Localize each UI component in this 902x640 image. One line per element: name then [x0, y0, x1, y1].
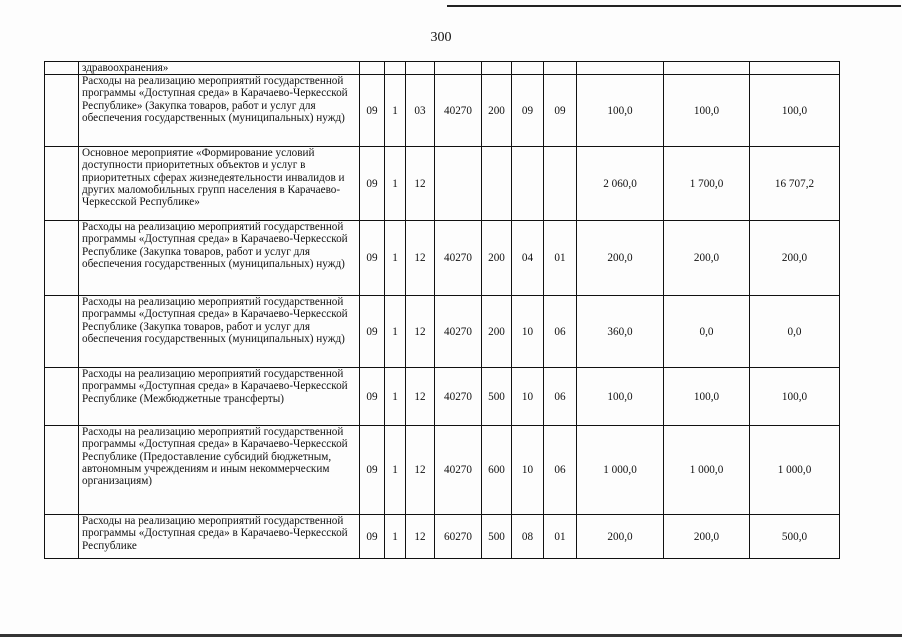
amount-cell-v1: 100,0 [577, 75, 664, 147]
amount-cell-v3: 200,0 [750, 221, 840, 296]
table-row [45, 515, 840, 559]
index-cell [45, 368, 79, 426]
code-cell-c3: 12 [406, 515, 435, 559]
amount-cell-v3: 1 000,0 [750, 426, 840, 515]
amount-cell-v2: 1 700,0 [664, 147, 750, 221]
index-cell [45, 75, 79, 147]
description-cell: Расходы на реализацию мероприятий государственной программы «Доступная среда» в Карачаево-Черкесской Республике [79, 515, 360, 559]
code-cell-c2: 1 [385, 75, 406, 147]
code-cell-c5: 200 [482, 75, 512, 147]
amount-cell-v3: 16 707,2 [750, 147, 840, 221]
code-cell-c5: 200 [482, 221, 512, 296]
code-cell-c4 [435, 147, 482, 221]
table-body [45, 62, 840, 559]
code-cell-c2: 1 [385, 515, 406, 559]
index-cell [45, 147, 79, 221]
amount-cell-v2: 100,0 [664, 75, 750, 147]
code-cell-c6 [512, 147, 544, 221]
table-row [45, 147, 840, 221]
amount-cell-v1 [577, 62, 664, 75]
description-cell: Расходы на реализацию мероприятий государственной программы «Доступная среда» в Карачаево-Черкесской Республике (Закупка товаров, работ и услуг для обеспечения государственных (муниципальных) нужд) [79, 296, 360, 368]
code-cell-c5: 500 [482, 368, 512, 426]
code-cell-c6 [512, 62, 544, 75]
code-cell-c3: 12 [406, 296, 435, 368]
budget-table [44, 61, 840, 559]
description-cell: Расходы на реализацию мероприятий государственной программы «Доступная среда» в Карачаево-Черкесской Республике» (Закупка товаров, работ и услуг для обеспечения государственных (муниципальных) нужд) [79, 75, 360, 147]
code-cell-c6: 10 [512, 296, 544, 368]
code-cell-c1: 09 [360, 515, 385, 559]
code-cell-c7: 01 [544, 515, 577, 559]
amount-cell-v1: 100,0 [577, 368, 664, 426]
amount-cell-v2: 1 000,0 [664, 426, 750, 515]
index-cell [45, 296, 79, 368]
code-cell-c2: 1 [385, 426, 406, 515]
code-cell-c5: 500 [482, 515, 512, 559]
amount-cell-v3: 500,0 [750, 515, 840, 559]
amount-cell-v2: 200,0 [664, 515, 750, 559]
code-cell-c7: 06 [544, 296, 577, 368]
amount-cell-v1: 200,0 [577, 221, 664, 296]
amount-cell-v2: 200,0 [664, 221, 750, 296]
code-cell-c1 [360, 62, 385, 75]
description-cell: Расходы на реализацию мероприятий государственной программы «Доступная среда» в Карачаево-Черкесской Республике (Межбюджетные трансферты) [79, 368, 360, 426]
code-cell-c3: 12 [406, 147, 435, 221]
top-rule [447, 5, 901, 7]
code-cell-c6: 04 [512, 221, 544, 296]
code-cell-c4 [435, 62, 482, 75]
code-cell-c6: 09 [512, 75, 544, 147]
code-cell-c4: 40270 [435, 75, 482, 147]
description-cell: здравоохранения» [79, 62, 360, 75]
amount-cell-v2: 100,0 [664, 368, 750, 426]
code-cell-c6: 10 [512, 426, 544, 515]
code-cell-c5: 600 [482, 426, 512, 515]
code-cell-c4: 60270 [435, 515, 482, 559]
page-number: 300 [430, 30, 452, 45]
code-cell-c6: 08 [512, 515, 544, 559]
index-cell [45, 515, 79, 559]
code-cell-c3 [406, 62, 435, 75]
code-cell-c7 [544, 62, 577, 75]
code-cell-c5 [482, 62, 512, 75]
code-cell-c4: 40270 [435, 426, 482, 515]
code-cell-c3: 12 [406, 221, 435, 296]
code-cell-c4: 40270 [435, 221, 482, 296]
code-cell-c2: 1 [385, 296, 406, 368]
code-cell-c7: 06 [544, 368, 577, 426]
index-cell [45, 221, 79, 296]
code-cell-c7: 06 [544, 426, 577, 515]
table-row [45, 75, 840, 147]
table-row [45, 221, 840, 296]
code-cell-c4: 40270 [435, 296, 482, 368]
table-row [45, 296, 840, 368]
code-cell-c7 [544, 147, 577, 221]
amount-cell-v3: 100,0 [750, 75, 840, 147]
code-cell-c1: 09 [360, 426, 385, 515]
code-cell-c7: 09 [544, 75, 577, 147]
code-cell-c1: 09 [360, 368, 385, 426]
bottom-rule [0, 634, 902, 637]
code-cell-c3: 12 [406, 426, 435, 515]
amount-cell-v1: 360,0 [577, 296, 664, 368]
amount-cell-v3 [750, 62, 840, 75]
amount-cell-v3: 100,0 [750, 368, 840, 426]
amount-cell-v1: 1 000,0 [577, 426, 664, 515]
code-cell-c2 [385, 62, 406, 75]
amount-cell-v1: 2 060,0 [577, 147, 664, 221]
code-cell-c5 [482, 147, 512, 221]
code-cell-c4: 40270 [435, 368, 482, 426]
code-cell-c2: 1 [385, 147, 406, 221]
table-row [45, 368, 840, 426]
amount-cell-v2: 0,0 [664, 296, 750, 368]
table-row [45, 426, 840, 515]
code-cell-c1: 09 [360, 147, 385, 221]
code-cell-c2: 1 [385, 221, 406, 296]
table-row [45, 62, 840, 75]
amount-cell-v1: 200,0 [577, 515, 664, 559]
index-cell [45, 426, 79, 515]
code-cell-c2: 1 [385, 368, 406, 426]
code-cell-c1: 09 [360, 221, 385, 296]
code-cell-c1: 09 [360, 75, 385, 147]
index-cell [45, 62, 79, 75]
description-cell: Расходы на реализацию мероприятий государственной программы «Доступная среда» в Карачаево-Черкесской Республике (Закупка товаров, работ и услуг для обеспечения государственных (муниципальных) нужд) [79, 221, 360, 296]
code-cell-c7: 01 [544, 221, 577, 296]
code-cell-c3: 03 [406, 75, 435, 147]
code-cell-c1: 09 [360, 296, 385, 368]
amount-cell-v2 [664, 62, 750, 75]
code-cell-c5: 200 [482, 296, 512, 368]
description-cell: Основное мероприятие «Формирование условий доступности приоритетных объектов и услуг в приоритетных сферах жизнедеятельности инвалидов и других маломобильных групп населения в Карачаево-Черкесской Республике» [79, 147, 360, 221]
code-cell-c3: 12 [406, 368, 435, 426]
code-cell-c6: 10 [512, 368, 544, 426]
amount-cell-v3: 0,0 [750, 296, 840, 368]
description-cell: Расходы на реализацию мероприятий государственной программы «Доступная среда» в Карачаево-Черкесской Республике (Предоставление субсидий бюджетным, автономным учреждениям и иным некоммерческим организациям) [79, 426, 360, 515]
